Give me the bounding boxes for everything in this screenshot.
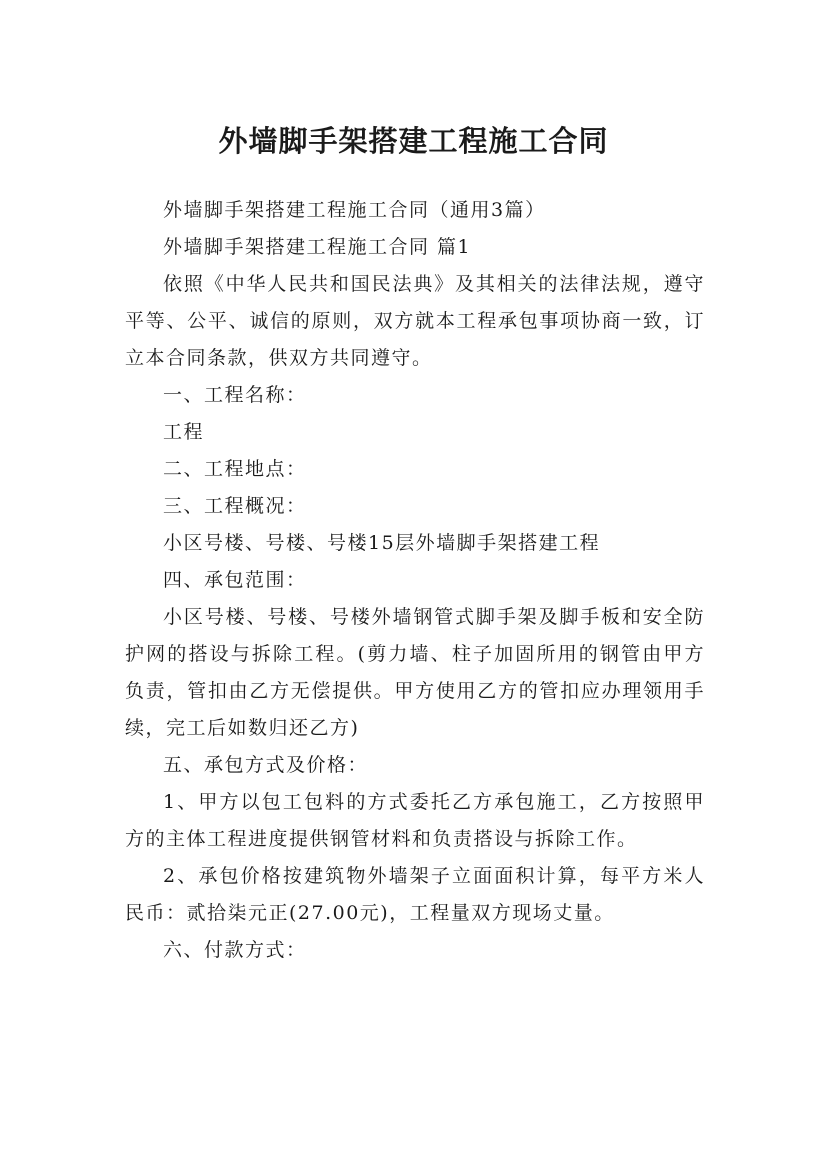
project-name-value: 工程	[163, 421, 205, 443]
clause-heading-project-location: 二、工程地点：	[163, 458, 307, 480]
clause-heading-method-price: 五、承包方式及价格：	[163, 754, 369, 776]
project-overview-value: 小区号楼、号楼、号楼15层外墙脚手架搭建工程	[163, 532, 601, 554]
document-body	[125, 192, 705, 969]
method-item-1: 1、甲方以包工包料的方式委托乙方承包施工，乙方按照甲方的主体工程进度提供钢管材料和负责搭设与拆除工作。	[125, 791, 705, 850]
method-item-2: 2、承包价格按建筑物外墙架子立面面积计算，每平方米人民币：贰拾柒元正(27.00元)，工程量双方现场丈量。	[125, 865, 705, 924]
document-title: 外墙脚手架搭建工程施工合同	[218, 124, 609, 159]
clause-heading-project-name: 一、工程名称：	[163, 384, 307, 406]
preamble-paragraph: 依照《中华人民共和国民法典》及其相关的法律法规，遵守平等、公平、诚信的原则，双方就本工程承包事项协商一致，订立本合同条款，供双方共同遵守。	[125, 273, 705, 369]
clause-heading-scope: 四、承包范围：	[163, 569, 307, 591]
clause-heading-project-overview: 三、工程概况：	[163, 495, 307, 517]
scope-paragraph: 小区号楼、号楼、号楼外墙钢管式脚手架及脚手板和安全防护网的搭设与拆除工程。(剪力墙、柱子加固所用的钢管由甲方负责，管扣由乙方无偿提供。甲方使用乙方的管扣应办理领用手续，完工后如数归还乙方)	[125, 606, 705, 739]
section-heading-part1: 外墙脚手架搭建工程施工合同 篇1	[163, 236, 472, 258]
clause-heading-payment: 六、付款方式：	[163, 939, 307, 961]
doc-subtitle: 外墙脚手架搭建工程施工合同（通用3篇）	[163, 199, 546, 221]
